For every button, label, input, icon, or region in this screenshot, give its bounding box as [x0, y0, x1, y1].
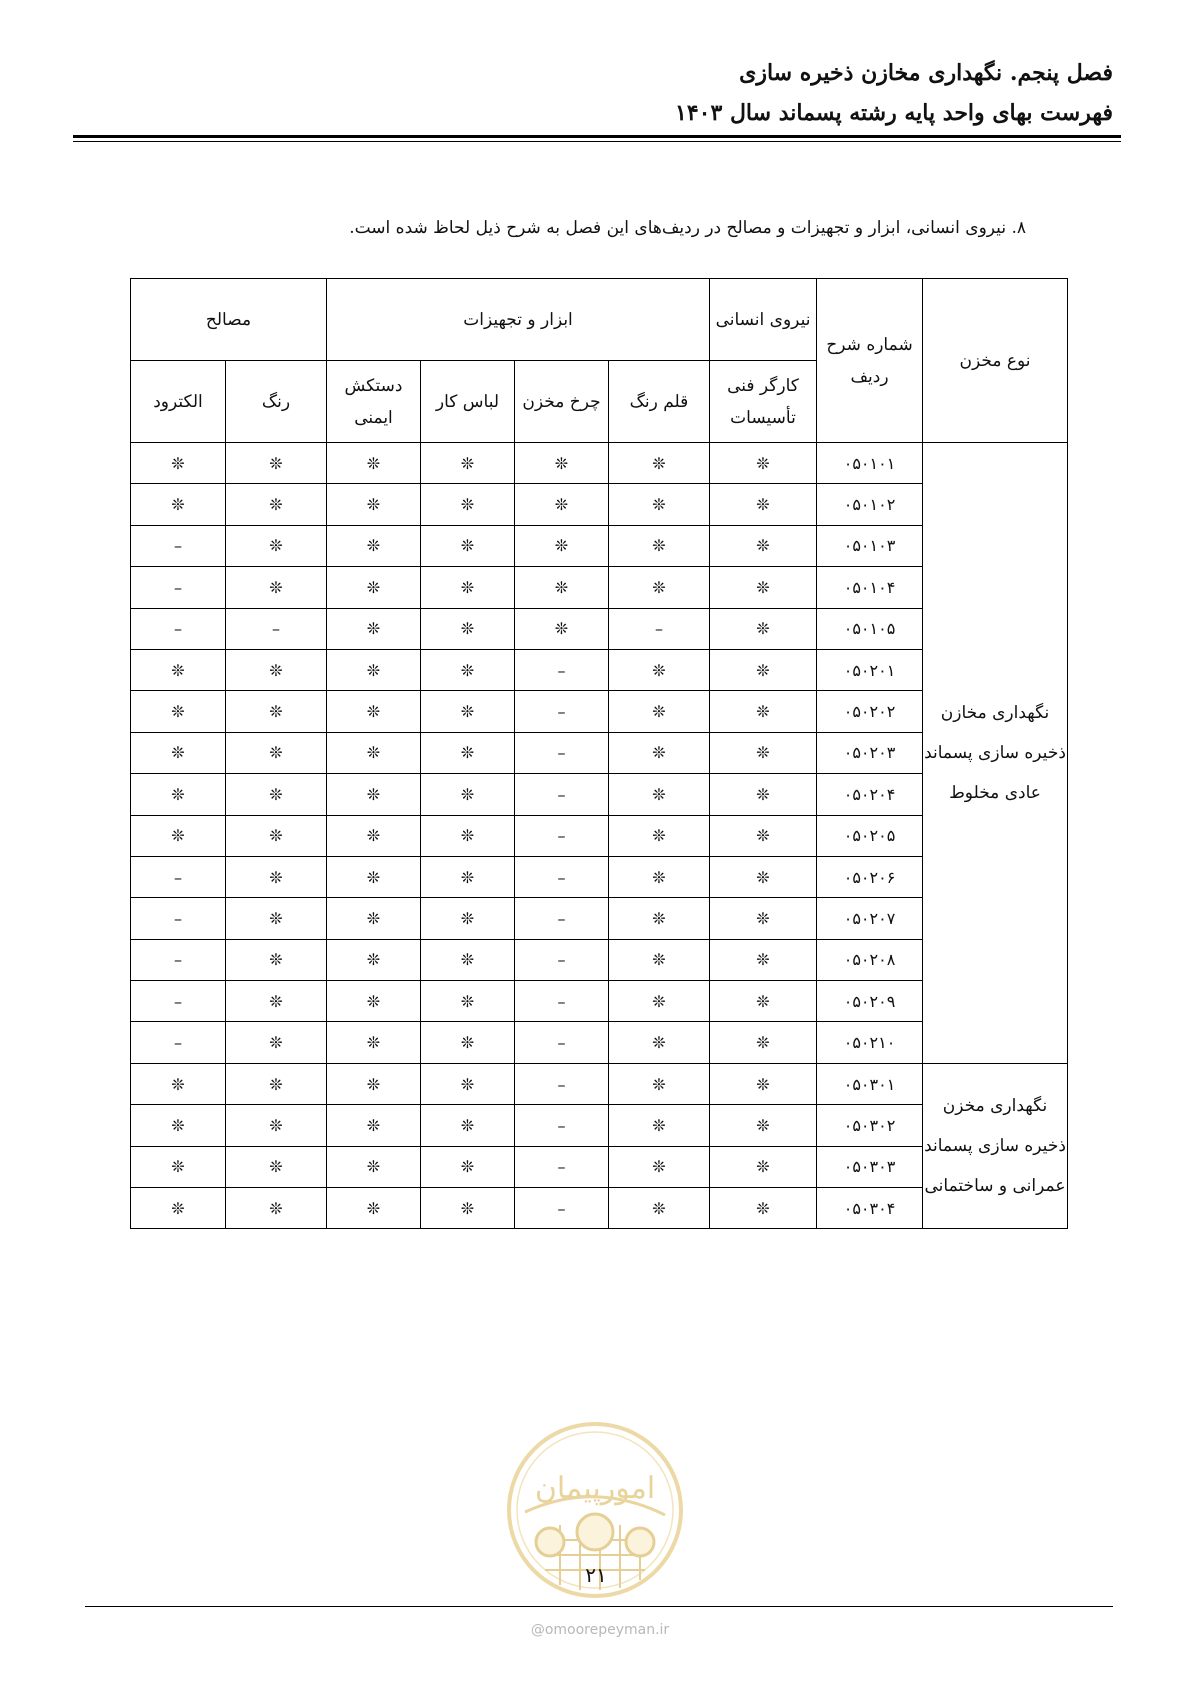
- resource-mark: ❊: [421, 1063, 515, 1104]
- resource-mark: –: [131, 1022, 226, 1063]
- resource-mark: ❊: [710, 774, 817, 815]
- item-code: ۰۵۰۱۰۴: [817, 567, 923, 608]
- resource-mark: ❊: [131, 732, 226, 773]
- resource-mark: ❊: [710, 1063, 817, 1104]
- resource-mark: –: [131, 525, 226, 566]
- header-manpower: نیروی انسانی: [710, 279, 817, 361]
- resource-mark: ❊: [421, 856, 515, 897]
- resource-mark: ❊: [710, 608, 817, 649]
- resource-mark: ❊: [710, 1188, 817, 1229]
- item-code: ۰۵۰۲۱۰: [817, 1022, 923, 1063]
- subheader-paint: رنگ: [226, 361, 327, 443]
- resource-mark: ❊: [609, 649, 710, 690]
- subheader-work-clothes: لباس کار: [421, 361, 515, 443]
- chapter-title: فصل پنجم. نگهداری مخازن ذخیره سازی: [739, 60, 1113, 86]
- resource-mark: ❊: [327, 567, 421, 608]
- resource-mark: –: [131, 856, 226, 897]
- item-code: ۰۵۰۲۰۱: [817, 649, 923, 690]
- resource-mark: –: [515, 691, 609, 732]
- resource-mark: –: [515, 939, 609, 980]
- intro-paragraph: ۸. نیروی انسانی، ابزار و تجهیزات و مصالح در ردیف‌های این فصل به شرح ذیل لحاظ شده است.: [349, 218, 1026, 238]
- footer-rule: [85, 1606, 1113, 1607]
- resource-mark: ❊: [710, 856, 817, 897]
- resource-mark: ❊: [421, 1188, 515, 1229]
- subheader-paint-brush: قلم رنگ: [609, 361, 710, 443]
- website-watermark: @omoorepeyman.ir: [530, 1622, 670, 1638]
- resource-mark: ❊: [609, 525, 710, 566]
- resource-mark: ❊: [327, 649, 421, 690]
- resource-mark: ❊: [226, 939, 327, 980]
- item-code: ۰۵۰۳۰۴: [817, 1188, 923, 1229]
- resource-mark: ❊: [421, 443, 515, 484]
- resource-mark: ❊: [515, 525, 609, 566]
- resource-mark: ❊: [226, 484, 327, 525]
- resource-mark: –: [131, 898, 226, 939]
- resource-mark: ❊: [226, 649, 327, 690]
- resource-mark: ❊: [609, 898, 710, 939]
- resource-mark: ❊: [131, 1105, 226, 1146]
- resource-mark: ❊: [226, 1105, 327, 1146]
- resource-mark: ❊: [609, 1146, 710, 1187]
- item-code: ۰۵۰۲۰۵: [817, 815, 923, 856]
- resource-mark: ❊: [226, 981, 327, 1022]
- resource-mark: ❊: [327, 939, 421, 980]
- resource-mark: ❊: [131, 443, 226, 484]
- resource-mark: –: [131, 567, 226, 608]
- resource-mark: –: [515, 815, 609, 856]
- resource-mark: ❊: [710, 1146, 817, 1187]
- resource-mark: ❊: [131, 484, 226, 525]
- header-rule-thin: [73, 141, 1121, 142]
- resource-mark: ❊: [710, 1022, 817, 1063]
- resource-mark: ❊: [421, 567, 515, 608]
- resource-mark: ❊: [421, 484, 515, 525]
- resource-mark: ❊: [226, 732, 327, 773]
- resource-mark: ❊: [327, 1105, 421, 1146]
- header-materials: مصالح: [131, 279, 327, 361]
- item-code: ۰۵۰۲۰۲: [817, 691, 923, 732]
- resource-mark: ❊: [710, 1105, 817, 1146]
- item-code: ۰۵۰۱۰۲: [817, 484, 923, 525]
- resource-mark: ❊: [327, 484, 421, 525]
- resource-mark: ❊: [710, 815, 817, 856]
- resource-mark: ❊: [327, 898, 421, 939]
- resource-mark: ❊: [609, 1105, 710, 1146]
- resource-mark: ❊: [710, 567, 817, 608]
- resource-mark: ❊: [327, 1022, 421, 1063]
- resource-mark: ❊: [421, 939, 515, 980]
- resource-mark: ❊: [421, 815, 515, 856]
- item-code: ۰۵۰۲۰۶: [817, 856, 923, 897]
- resource-mark: ❊: [710, 443, 817, 484]
- subheader-tank-wheel: چرخ مخزن: [515, 361, 609, 443]
- resource-mark: –: [515, 1105, 609, 1146]
- resource-mark: ❊: [609, 939, 710, 980]
- resource-mark: ❊: [131, 815, 226, 856]
- resource-mark: ❊: [710, 525, 817, 566]
- resource-mark: ❊: [327, 774, 421, 815]
- resource-mark: ❊: [327, 1188, 421, 1229]
- resource-mark: ❊: [609, 815, 710, 856]
- resource-mark: ❊: [609, 1022, 710, 1063]
- item-code: ۰۵۰۱۰۵: [817, 608, 923, 649]
- resource-mark: ❊: [609, 443, 710, 484]
- resource-mark: ❊: [609, 732, 710, 773]
- resource-mark: ❊: [226, 898, 327, 939]
- resource-mark: ❊: [226, 567, 327, 608]
- resource-mark: –: [515, 774, 609, 815]
- logo-text: امورپیمان: [534, 1471, 656, 1506]
- table-body: [131, 443, 1068, 1229]
- resource-mark: ❊: [131, 1146, 226, 1187]
- tank-type-cell: نگهداری مخزن ذخیره سازی پسماند عمرانی و ساختمانی: [923, 1063, 1068, 1229]
- resource-mark: ❊: [226, 525, 327, 566]
- tank-type-cell: نگهداری مخازن ذخیره سازی پسماند عادی مخلوط: [923, 443, 1068, 1064]
- resource-mark: ❊: [609, 856, 710, 897]
- resource-mark: ❊: [226, 1063, 327, 1104]
- resource-mark: ❊: [226, 691, 327, 732]
- item-code: ۰۵۰۲۰۹: [817, 981, 923, 1022]
- resource-mark: ❊: [710, 484, 817, 525]
- resource-mark: ❊: [421, 1105, 515, 1146]
- subheader-electrode: الکترود: [131, 361, 226, 443]
- resource-mark: ❊: [710, 898, 817, 939]
- resource-mark: ❊: [421, 1146, 515, 1187]
- resources-table: [130, 278, 1068, 1229]
- resource-mark: ❊: [710, 981, 817, 1022]
- resource-mark: –: [131, 981, 226, 1022]
- resource-mark: –: [131, 608, 226, 649]
- resource-mark: –: [515, 1188, 609, 1229]
- resource-mark: ❊: [131, 1063, 226, 1104]
- resource-mark: ❊: [609, 691, 710, 732]
- resource-mark: ❊: [609, 1063, 710, 1104]
- item-code: ۰۵۰۲۰۳: [817, 732, 923, 773]
- resource-mark: ❊: [609, 981, 710, 1022]
- resource-mark: ❊: [421, 981, 515, 1022]
- resource-mark: ❊: [131, 691, 226, 732]
- resource-mark: ❊: [609, 774, 710, 815]
- resource-mark: ❊: [327, 691, 421, 732]
- resource-mark: ❊: [710, 691, 817, 732]
- resource-mark: –: [226, 608, 327, 649]
- header-rule-thick: [73, 135, 1121, 138]
- table-row: [131, 1063, 1068, 1104]
- resource-mark: ❊: [131, 649, 226, 690]
- resource-mark: ❊: [609, 484, 710, 525]
- resource-mark: ❊: [226, 856, 327, 897]
- resource-mark: –: [515, 898, 609, 939]
- item-code: ۰۵۰۳۰۳: [817, 1146, 923, 1187]
- item-code: ۰۵۰۳۰۲: [817, 1105, 923, 1146]
- item-code: ۰۵۰۲۰۷: [817, 898, 923, 939]
- resource-mark: ❊: [226, 443, 327, 484]
- resource-mark: ❊: [327, 443, 421, 484]
- resource-mark: –: [131, 939, 226, 980]
- resource-mark: ❊: [515, 608, 609, 649]
- resource-mark: ❊: [710, 732, 817, 773]
- resource-mark: ❊: [421, 774, 515, 815]
- resource-mark: ❊: [710, 939, 817, 980]
- resource-mark: ❊: [421, 649, 515, 690]
- resource-mark: ❊: [226, 1022, 327, 1063]
- page-number: ۲۱: [585, 1563, 607, 1587]
- resource-mark: –: [515, 1063, 609, 1104]
- header-item-number: شماره شرح ردیف: [817, 279, 923, 443]
- resource-mark: ❊: [515, 484, 609, 525]
- header-tools: ابزار و تجهیزات: [327, 279, 710, 361]
- resource-mark: –: [515, 1146, 609, 1187]
- resource-mark: ❊: [609, 1188, 710, 1229]
- header-tank-type: نوع مخزن: [923, 279, 1068, 443]
- subheader-safety-gloves: دستکش ایمنی: [327, 361, 421, 443]
- resource-mark: ❊: [515, 567, 609, 608]
- resource-mark: ❊: [327, 525, 421, 566]
- resource-mark: ❊: [327, 732, 421, 773]
- resource-mark: ❊: [131, 1188, 226, 1229]
- resource-mark: ❊: [421, 608, 515, 649]
- resource-mark: ❊: [515, 443, 609, 484]
- resource-mark: ❊: [131, 774, 226, 815]
- resource-mark: –: [515, 856, 609, 897]
- resource-mark: ❊: [421, 732, 515, 773]
- resource-mark: ❊: [421, 1022, 515, 1063]
- resource-mark: –: [515, 981, 609, 1022]
- item-code: ۰۵۰۳۰۱: [817, 1063, 923, 1104]
- item-code: ۰۵۰۲۰۴: [817, 774, 923, 815]
- resource-mark: ❊: [327, 981, 421, 1022]
- resource-mark: ❊: [327, 856, 421, 897]
- resource-mark: ❊: [226, 1188, 327, 1229]
- item-code: ۰۵۰۲۰۸: [817, 939, 923, 980]
- table-row: [131, 443, 1068, 484]
- resource-mark: ❊: [226, 815, 327, 856]
- resource-mark: ❊: [226, 1146, 327, 1187]
- price-list-title: فهرست بهای واحد پایه رشته پسماند سال ۱۴۰۳: [675, 100, 1113, 126]
- resource-mark: ❊: [327, 1146, 421, 1187]
- resource-mark: ❊: [421, 525, 515, 566]
- resource-mark: ❊: [421, 691, 515, 732]
- item-code: ۰۵۰۱۰۳: [817, 525, 923, 566]
- resource-mark: ❊: [710, 649, 817, 690]
- resource-mark: ❊: [421, 898, 515, 939]
- item-code: ۰۵۰۱۰۱: [817, 443, 923, 484]
- resource-mark: –: [515, 1022, 609, 1063]
- resource-mark: ❊: [327, 608, 421, 649]
- resource-mark: ❊: [327, 815, 421, 856]
- resource-mark: –: [515, 732, 609, 773]
- subheader-technician: کارگر فنی تأسیسات: [710, 361, 817, 443]
- resource-mark: ❊: [327, 1063, 421, 1104]
- resource-mark: –: [609, 608, 710, 649]
- resource-mark: ❊: [609, 567, 710, 608]
- resource-mark: ❊: [226, 774, 327, 815]
- resource-mark: –: [515, 649, 609, 690]
